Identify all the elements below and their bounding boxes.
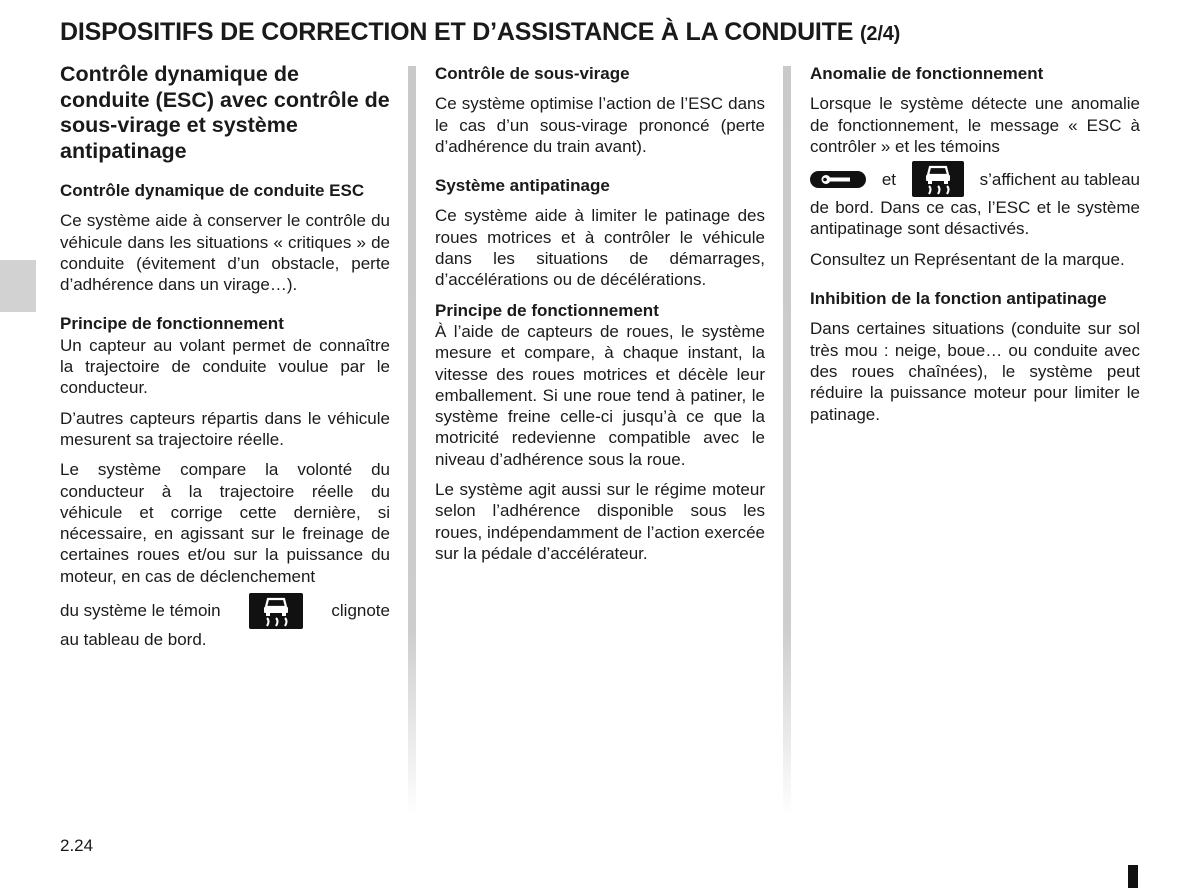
temoin-text-end: au tableau de bord. xyxy=(60,630,207,650)
anomalie-text-after: s’affichent au tableau xyxy=(979,169,1140,189)
paragraph-principe-2: D’autres capteurs répartis dans le véhicule mesurent sa trajectoire réelle. xyxy=(60,408,390,449)
temoin-line xyxy=(60,593,390,629)
anomalie-et: et xyxy=(881,169,896,189)
heading-anomalie: Anomalie de fonctionnement xyxy=(810,64,1044,83)
wrench-service-icon xyxy=(810,171,866,188)
heading-sous-virage: Contrôle de sous-virage xyxy=(435,64,630,83)
column-divider xyxy=(783,66,791,816)
paragraph-principe-1: Un capteur au volant permet de connaître la trajectoire de conduite voulue par le conducteur. xyxy=(60,335,390,398)
page-title-part: (2/4) xyxy=(859,23,901,45)
anomalie-text-end: de bord. Dans ce cas, l’ESC et le système antipatinage sont désactivés. xyxy=(810,198,1140,239)
paragraph-principe-2: Le système agit aussi sur le régime moteur selon l’adhérence disponible sous les roues, indépendamment de l’action exercée sur la pédale d’accélérateur. xyxy=(435,480,765,563)
column-3 xyxy=(810,63,1140,434)
page-title-text: DISPOSITIFS DE CORRECTION ET D’ASSISTANCE À LA CONDUITE xyxy=(60,18,854,46)
page-corner-mark xyxy=(1128,865,1138,888)
heading-principe: Principe de fonctionnement xyxy=(435,300,659,320)
page-title xyxy=(60,18,900,47)
chapter-tab xyxy=(0,260,36,312)
paragraph-principe-3: Le système compare la volonté du conducteur à la trajectoire réelle du véhicule et corrige cette dernière, si nécessaire, en agissant sur le freinage de certaines roues et/ou sur la puissance du moteur, en cas de déclenchement xyxy=(60,460,390,586)
anomalie-icons-line xyxy=(810,161,1140,197)
paragraph-antipatinage: Ce système aide à limiter le patinage des roues motrices et à contrôler le véhicule dans les situations de démarrages, d’accélérations ou de décélérations. xyxy=(435,206,765,290)
paragraph-inhibition: Dans certaines situations (conduite sur sol très mou : neige, boue… ou conduite avec des roues chaînées), le système peut réduire la puissance moteur pour limiter le patinage. xyxy=(810,319,1140,424)
temoin-text-after: clignote xyxy=(331,601,390,621)
heading-inhibition: Inhibition de la fonction antipatinage xyxy=(810,289,1107,309)
section-title: Contrôle dynamique de conduite (ESC) avec contrôle de sous-virage et système antipatinage xyxy=(60,62,390,163)
column-2 xyxy=(435,63,765,573)
heading-antipatinage: Système antipatinage xyxy=(435,176,610,196)
column-divider xyxy=(408,66,416,816)
column-1 xyxy=(60,62,390,659)
paragraph-principe-1: À l’aide de capteurs de roues, le système mesure et compare, à chaque instant, la vitesse des roues motrices et décèle leur emballement. Si une roue tend à patiner, le système freine celle-ci jusqu’à ce que la motricité redevienne compatible avec le niveau d’adhérence sous la roue. xyxy=(435,321,765,469)
paragraph-esc: Ce système aide à conserver le contrôle du véhicule dans les situations « critiques » de conduite (évitement d’un obstacle, perte d’adhérence dans un virage…). xyxy=(60,211,390,295)
esc-skid-warning-icon xyxy=(912,161,964,197)
paragraph-sous-virage: Ce système optimise l’action de l’ESC dans le cas d’un sous-virage prononcé (perte d’adhérence du train avant). xyxy=(435,94,765,156)
paragraph-anomalie: Lorsque le système détecte une anomalie de fonctionnement, le message « ESC à contrôler » et les témoins xyxy=(810,94,1140,156)
heading-esc: Contrôle dynamique de conduite ESC xyxy=(60,181,365,200)
page-number: 2.24 xyxy=(60,836,94,855)
temoin-text-before: du système le témoin xyxy=(60,601,221,621)
esc-skid-warning-icon xyxy=(249,593,303,629)
paragraph-consultez: Consultez un Représentant de la marque. xyxy=(810,249,1125,269)
heading-principe: Principe de fonctionnement xyxy=(60,314,284,334)
